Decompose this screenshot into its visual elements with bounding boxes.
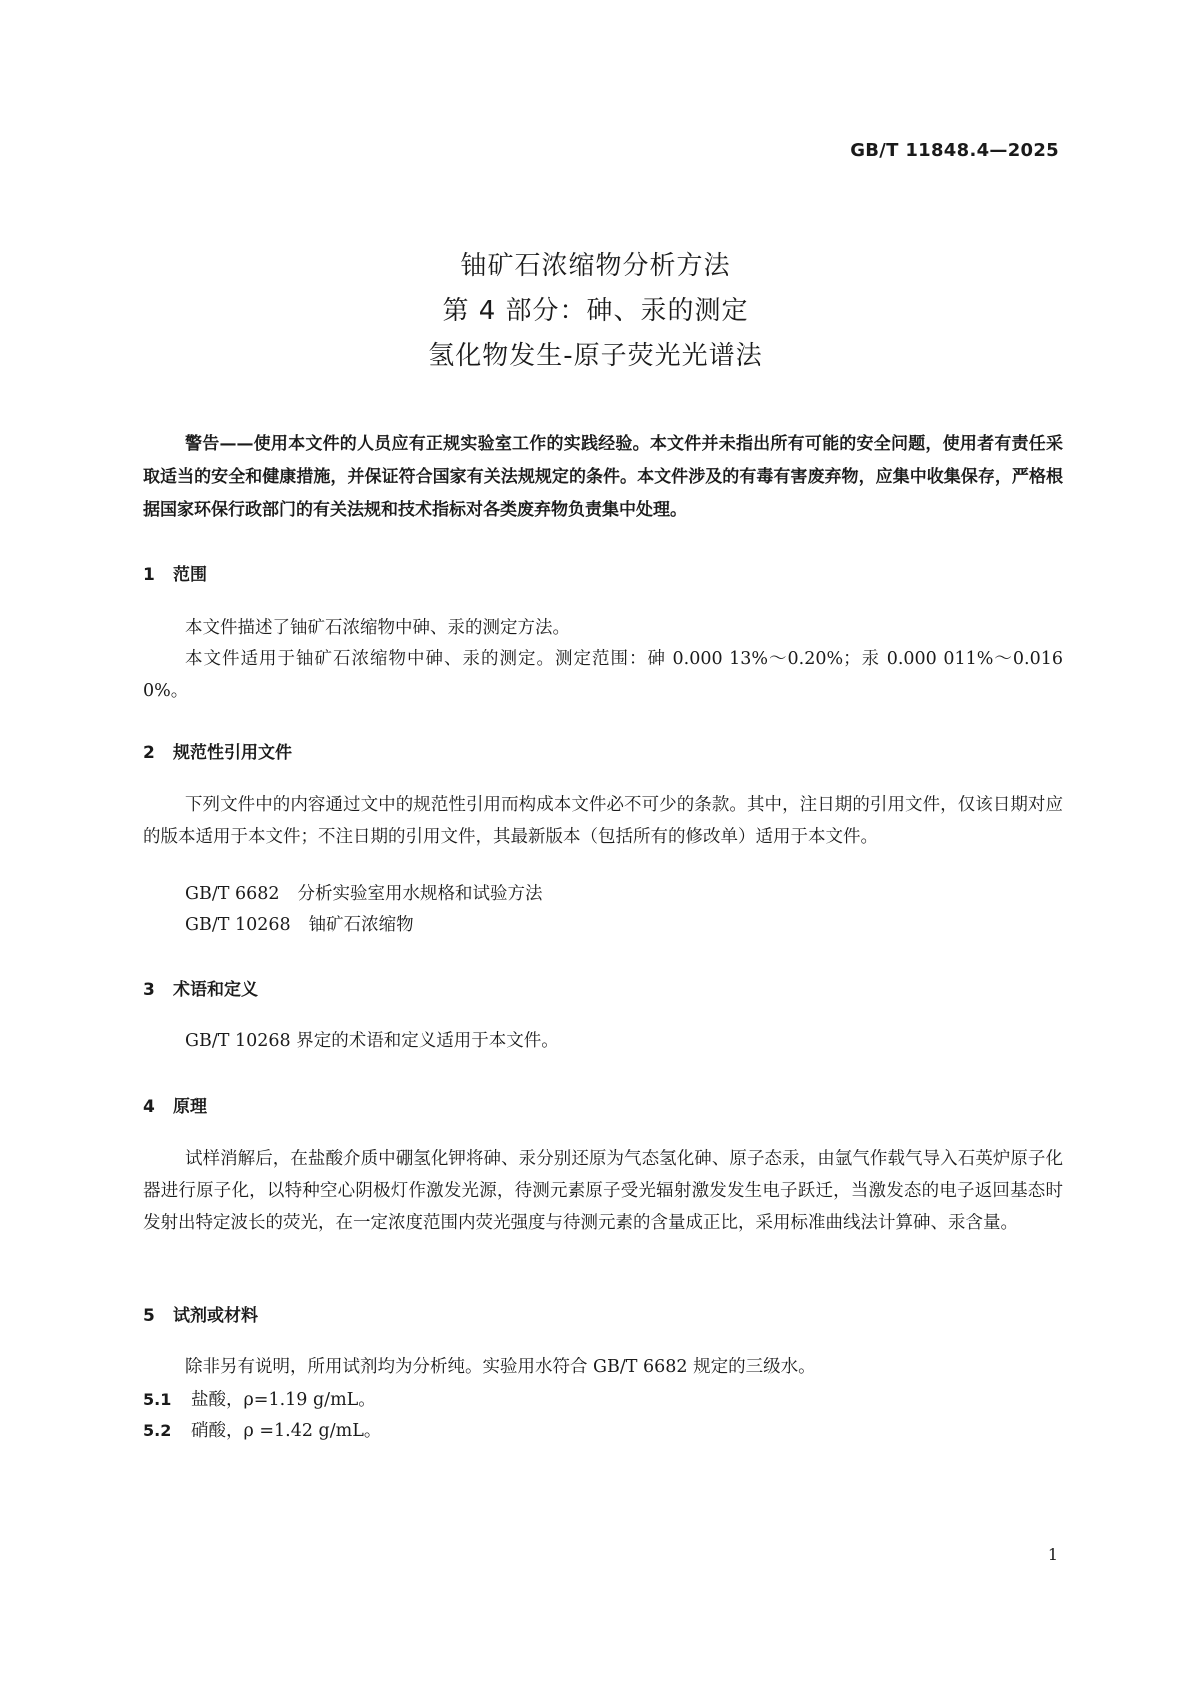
section-number: 3 [143,980,155,1000]
reference-title: 分析实验室用水规格和试验方法 [297,884,543,904]
section-4-heading [143,1092,207,1117]
reagents-paragraph: 除非另有说明，所用试剂均为分析纯。实验用水符合 GB/T 6682 规定的三级水。 [185,1357,816,1377]
item-text: 硝酸，ρ =1.42 g/mL。 [191,1421,382,1441]
section-2-heading [143,738,292,763]
section-number: 5 [143,1306,155,1326]
reagent-item [143,1386,376,1411]
section-title: 规范性引用文件 [173,743,292,763]
section-number: 1 [143,565,155,585]
section-title: 术语和定义 [173,980,258,1000]
references-paragraph: 下列文件中的内容通过文中的规范性引用而构成本文件必不可少的条款。其中，注日期的引用文件，仅该日期对应的版本适用于本文件；不注日期的引用文件，其最新版本（包括所有的修改单）适用于本文件。 [143,795,1063,847]
title-line-1: 铀矿石浓缩物分析方法 [460,251,731,281]
title-line-3: 氢化物发生-原子荧光光谱法 [428,341,763,371]
section-title: 原理 [173,1097,207,1117]
principle-paragraph: 试样消解后，在盐酸介质中硼氢化钾将砷、汞分别还原为气态氢化砷、原子态汞，由氩气作载气导入石英炉原子化器进行原子化，以特种空心阴极灯作激发光源，待测元素原子受光辐射激发发生电子跃迁，当激发态的电子返回基态时发射出特定波长的荧光，在一定浓度范围内荧光强度与待测元素的含量成正比，采用标准曲线法计算砷、汞含量。 [143,1149,1063,1233]
title-line-2: 第 4 部分：砷、汞的测定 [442,296,749,326]
section-title: 试剂或材料 [173,1306,258,1326]
section-5-heading [143,1301,258,1326]
scope-paragraph-1: 本文件描述了铀矿石浓缩物中砷、汞的测定方法。 [185,618,570,638]
scope-paragraph-2: 本文件适用于铀矿石浓缩物中砷、汞的测定。测定范围：砷 0.000 13%～0.20%；汞 0.000 011%～0.016 0%。 [143,649,1063,701]
section-number: 2 [143,743,155,763]
item-number: 5.1 [143,1390,172,1409]
standard-code: GB/T 11848.4—2025 [850,140,1059,161]
reference-code: GB/T 10268 [185,915,291,935]
item-text: 盐酸，ρ=1.19 g/mL。 [191,1390,376,1410]
reagent-item [143,1417,381,1442]
reference-code: GB/T 6682 [185,884,280,904]
reference-item [185,911,414,936]
section-3-heading [143,975,258,1000]
warning-paragraph: 警告——使用本文件的人员应有正规实验室工作的实践经验。本文件并未指出所有可能的安全问题，使用者有责任采取适当的安全和健康措施，并保证符合国家有关法规规定的条件。本文件涉及的有毒有害废弃物，应集中收集保存，严格根据国家环保行政部门的有关法规和技术指标对各类废弃物负责集中处理。 [143,434,1063,520]
reference-item [185,880,543,905]
terms-paragraph: GB/T 10268 界定的术语和定义适用于本文件。 [185,1031,559,1051]
section-number: 4 [143,1097,155,1117]
item-number: 5.2 [143,1421,172,1440]
page-number: 1 [1047,1545,1058,1564]
reference-title: 铀矿石浓缩物 [308,915,414,935]
section-title: 范围 [173,565,207,585]
section-1-heading [143,560,207,585]
